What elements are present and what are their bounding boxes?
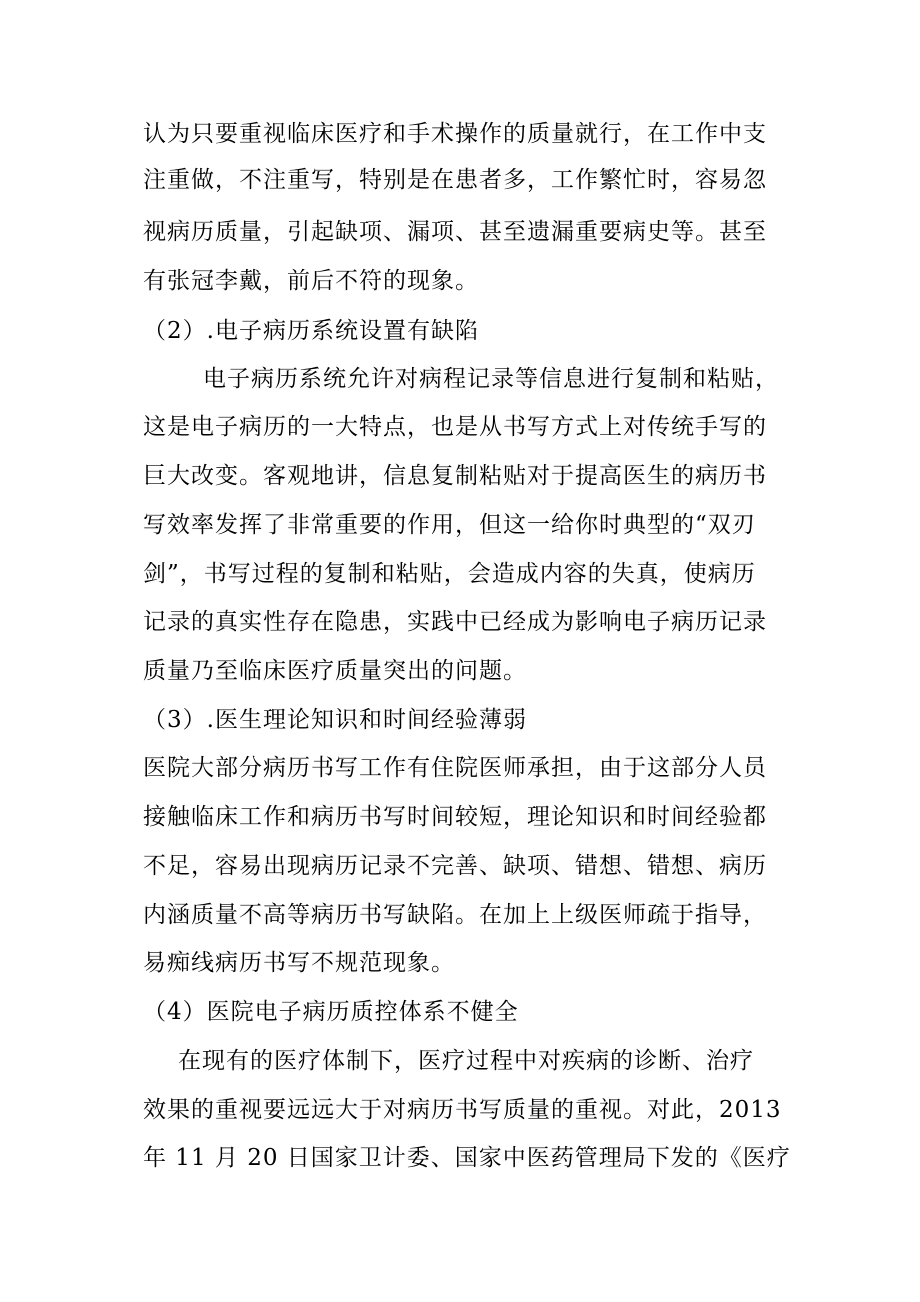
paragraph-line: 易痴线病历书写不规范现象。 [143, 950, 455, 976]
paragraph-line: 电子病历系统允许对病程记录等信息进行复制和粘贴， [203, 366, 779, 392]
paragraph-line: 有张冠李戴，前后不符的现象。 [143, 268, 479, 294]
paragraph-line: 医院大部分病历书写工作有住院医师承担，由于这部分人员 [143, 755, 767, 781]
paragraph-line: 效果的重视要远远大于对病历书写质量的重视。对此，2013 [143, 1097, 782, 1123]
paragraph-line: 注重做，不注重写，特别是在患者多，工作繁忙时，容易忽 [143, 167, 767, 193]
paragraph-line: 内涵质量不高等病历书写缺陷。在加上上级医师疏于指导， [143, 902, 767, 928]
paragraph-line: 不足，容易出现病历记录不完善、缺项、错想、错想、病历 [143, 853, 767, 879]
section-heading-2: （2）.电子病历系统设置有缺陷 [143, 318, 479, 344]
paragraph-line: 接触临床工作和病历书写时间较短，理论知识和时间经验都 [143, 804, 767, 830]
paragraph-line: 记录的真实性存在隐患，实践中已经成为影响电子病历记录 [143, 609, 767, 635]
paragraph-line: 这是电子病历的一大特点，也是从书写方式上对传统手写的 [143, 414, 767, 440]
section-heading-3: （3）.医生理论知识和时间经验薄弱 [143, 707, 527, 733]
paragraph-line: 认为只要重视临床医疗和手术操作的质量就行，在工作中支 [143, 121, 767, 147]
paragraph-line: 写效率发挥了非常重要的作用，但这一给你时典型的“双刃 [143, 512, 756, 538]
paragraph-line: 在现有的医疗体制下，医疗过程中对疾病的诊断、治疗 [178, 1048, 754, 1074]
paragraph-line: 剑”，书写过程的复制和粘贴，会造成内容的失真，使病历 [143, 561, 756, 587]
paragraph-line: 质量乃至临床医疗质量突出的问题。 [143, 658, 527, 684]
paragraph-line: 视病历质量，引起缺项、漏项、甚至遗漏重要病史等。甚至 [143, 219, 767, 245]
section-heading-4: （4）医院电子病历质控体系不健全 [143, 999, 519, 1025]
paragraph-line: 巨大改变。客观地讲，信息复制粘贴对于提高医生的病历书 [143, 463, 767, 489]
paragraph-line: 年 11 月 20 日国家卫计委、国家中医药管理局下发的《医疗 [143, 1145, 791, 1171]
